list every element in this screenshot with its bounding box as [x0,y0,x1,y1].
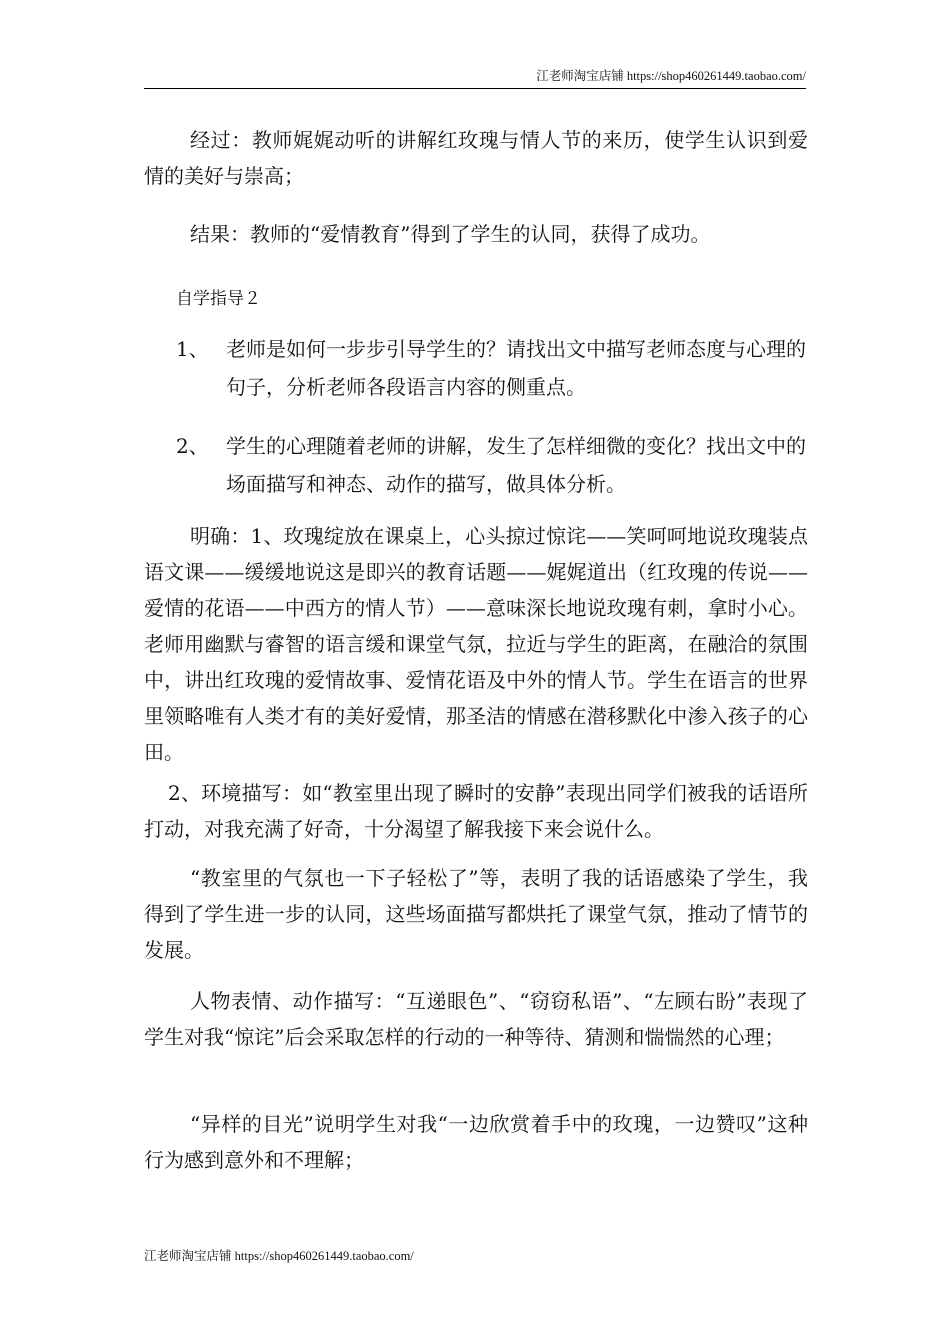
question-item-2 [176,427,808,503]
question-number-1: 1、 [176,337,209,361]
paragraph-atmosphere: “教室里的气氛也一下子轻松了”等，表明了我的话语感染了学生，我得到了学生进一步的认同，这些场面描写都烘托了课堂气氛，推动了情节的发展。 [144,866,808,962]
paragraph-process: 经过：教师娓娓动听的讲解红玫瑰与情人节的来历，使学生认识到爱情的美好与崇高； [144,128,808,188]
page-footer: 江老师淘宝店铺 https://shop460261449.taobao.com/ [144,1249,414,1263]
question-number-2: 2、 [176,434,209,458]
question-text-1: 老师是如何一步步引导学生的？请找出文中描写老师态度与心理的句子，分析老师各段语言内容的侧重点。 [226,337,806,399]
question-text-2: 学生的心理随着老师的讲解，发生了怎样细微的变化？找出文中的场面描写和神态、动作的描写，做具体分析。 [226,434,806,496]
paragraph-result: 结果：教师的“爱情教育”得到了学生的认同，获得了成功。 [190,222,711,246]
paragraph-clarification: 明确：1、玫瑰绽放在课桌上，心头掠过惊诧——笑呵呵地说玫瑰装点语文课——缓缓地说这是即兴的教育话题——娓娓道出（红玫瑰的传说——爱情的花语——中西方的情人节）——意味深长地说玫瑰有刺，拿时小心。老师用幽默与睿智的语言缓和课堂气氛，拉近与学生的距离，在融洽的氛围中，讲出红玫瑰的爱情故事、爱情花语及中外的情人节。学生在语言的世界里领略唯有人类才有的美好爱情，那圣洁的情感在潜移默化中渗入孩子的心田。 [144,524,808,764]
paragraph-expression-action: 人物表情、动作描写：“互递眼色”、“窃窃私语”、“左顾右盼”表现了学生对我“惊诧”后会采取怎样的行动的一种等待、猜测和惴惴然的心理； [144,989,808,1049]
question-item-1 [176,330,808,406]
self-study-guide-title: 自学指导２ [176,289,261,309]
paragraph-strange-gaze: “异样的目光”说明学生对我“一边欣赏着手中的玫瑰，一边赞叹”这种行为感到意外和不理解； [144,1112,808,1172]
paragraph-environment-description: 2、环境描写：如“教室里出现了瞬时的安静”表现出同学们被我的话语所打动，对我充满了好奇，十分渴望了解我接下来会说什么。 [144,781,808,841]
page-header: 江老师淘宝店铺 https://shop460261449.taobao.com/ [144,66,806,89]
